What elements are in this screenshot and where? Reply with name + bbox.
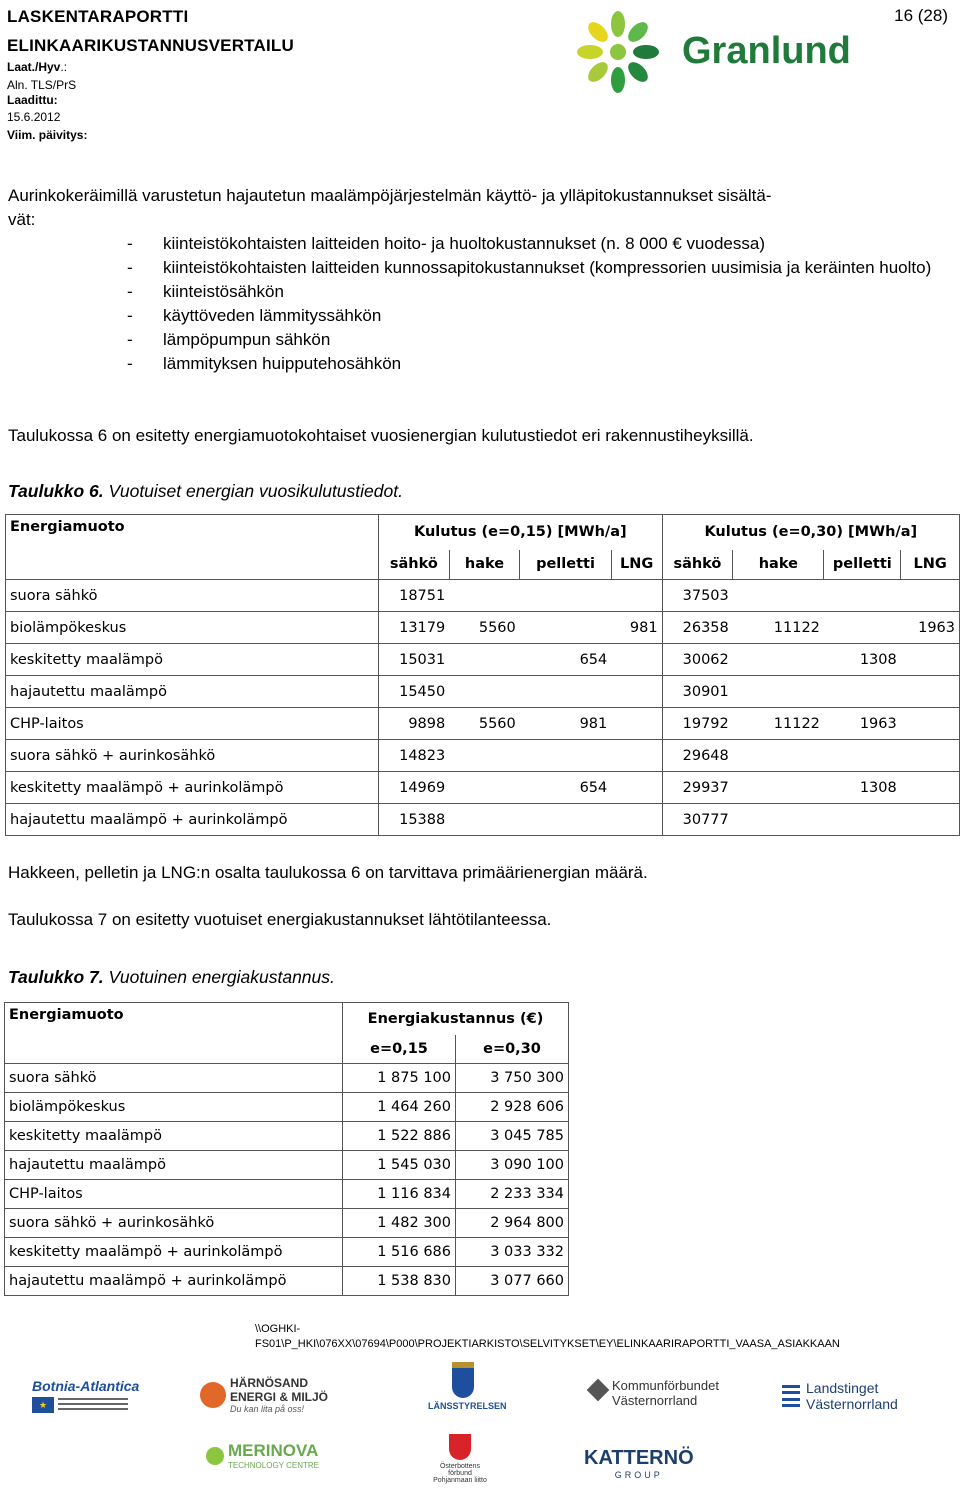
table-cell: 14969 bbox=[379, 772, 450, 804]
diamond-icon bbox=[587, 1379, 610, 1402]
table-row bbox=[5, 1238, 569, 1267]
table-cell: 2 928 606 bbox=[456, 1093, 569, 1122]
table-cell bbox=[901, 580, 960, 612]
botnia-wordmark: Botnia-Atlantica bbox=[32, 1378, 140, 1394]
granlund-flower-icon bbox=[568, 4, 668, 100]
meta-created-date: 15.6.2012 bbox=[7, 110, 61, 124]
table-cell bbox=[449, 580, 520, 612]
table-cell bbox=[901, 708, 960, 740]
table-row bbox=[6, 804, 960, 836]
table-cell bbox=[611, 708, 662, 740]
table-cell bbox=[901, 772, 960, 804]
table-cell: 29937 bbox=[662, 772, 733, 804]
footer-path-line-2: FS01\P_HKI\076XX\07694\P000\PROJEKTIARKISTO\SELVITYKSET\EY\ELINKAARIRAPORTTI_VAASA_ASIAKKAAN bbox=[255, 1338, 840, 1350]
table-row bbox=[6, 612, 960, 644]
kommunforbundet-line-1: Kommunförbundet bbox=[612, 1378, 719, 1393]
table-cell: 1 482 300 bbox=[343, 1209, 456, 1238]
subheader-cell: pelletti bbox=[520, 550, 612, 580]
row-label: biolämpökeskus bbox=[5, 1093, 343, 1122]
table-cell: 1 522 886 bbox=[343, 1122, 456, 1151]
row-label: CHP-laitos bbox=[5, 1180, 343, 1209]
table-cell: 1 116 834 bbox=[343, 1180, 456, 1209]
table-cell: 11122 bbox=[733, 612, 824, 644]
table-cell: 3 090 100 bbox=[456, 1151, 569, 1180]
footer-file-path bbox=[255, 1322, 840, 1352]
table-row bbox=[5, 1122, 569, 1151]
landstinget-line-1: Landstinget bbox=[806, 1380, 879, 1396]
row-label: hajautettu maalämpö + aurinkolämpö bbox=[5, 1267, 343, 1296]
table-cell: 1963 bbox=[824, 708, 901, 740]
table-cell bbox=[824, 804, 901, 836]
row-label: suora sähkö bbox=[5, 1064, 343, 1093]
table-cell: 981 bbox=[520, 708, 612, 740]
table-cell bbox=[824, 612, 901, 644]
meta-author: Aln. TLS/PrS bbox=[7, 78, 77, 92]
table-cell: 9898 bbox=[379, 708, 450, 740]
table-cell: 30777 bbox=[662, 804, 733, 836]
landstinget-line-2: Västernorrland bbox=[806, 1396, 898, 1412]
eu-flag-icon: ★ bbox=[32, 1397, 54, 1413]
row-label: hajautettu maalämpö + aurinkolämpö bbox=[6, 804, 379, 836]
harnosand-slogan: Du kan lita på oss! bbox=[230, 1404, 305, 1414]
merinova-tagline: TECHNOLOGY CENTRE bbox=[228, 1461, 319, 1470]
page-number: 16 (28) bbox=[894, 6, 948, 25]
table-cell bbox=[449, 644, 520, 676]
table-cell bbox=[520, 612, 612, 644]
table-cell: 19792 bbox=[662, 708, 733, 740]
table-cell: 981 bbox=[611, 612, 662, 644]
lansstyrelsen-wordmark: LÄNSSTYRELSEN bbox=[428, 1401, 507, 1411]
table-row bbox=[5, 1064, 569, 1093]
intro-line-2: vät: bbox=[8, 210, 36, 229]
table7-energy-cost bbox=[4, 1002, 569, 1296]
subheader-cell: LNG bbox=[611, 550, 662, 580]
sun-icon bbox=[200, 1382, 226, 1408]
table-cell: 3 033 332 bbox=[456, 1238, 569, 1267]
leaf-icon bbox=[206, 1447, 224, 1465]
harnosand-line-2: ENERGI & MILJÖ bbox=[230, 1390, 329, 1404]
table-cell: 1308 bbox=[824, 644, 901, 676]
table-cell bbox=[520, 676, 612, 708]
subheader-cell: e=0,30 bbox=[456, 1035, 569, 1064]
table-cell bbox=[611, 676, 662, 708]
table-cell: 26358 bbox=[662, 612, 733, 644]
table-cell bbox=[611, 804, 662, 836]
table-cell bbox=[611, 580, 662, 612]
table-cell bbox=[824, 740, 901, 772]
table-cell bbox=[520, 580, 612, 612]
table-cell: 1308 bbox=[824, 772, 901, 804]
table-cell: 2 233 334 bbox=[456, 1180, 569, 1209]
report-subtitle: ELINKAARIKUSTANNUSVERTAILU bbox=[7, 36, 294, 55]
katterno-wordmark: KATTERNÖ bbox=[584, 1447, 694, 1469]
table-cell bbox=[733, 580, 824, 612]
row-label: keskitetty maalämpö + aurinkolämpö bbox=[6, 772, 379, 804]
paragraph-primary-energy: Hakkeen, pelletin ja LNG:n osalta taulukossa 6 on tarvittava primäärienergian määrä. bbox=[8, 863, 648, 882]
stripes-icon bbox=[782, 1385, 800, 1407]
footer-path-line-1: \\OGHKI- bbox=[255, 1323, 301, 1335]
row-label: hajautettu maalämpö bbox=[6, 676, 379, 708]
row-label: suora sähkö + aurinkosähkö bbox=[5, 1209, 343, 1238]
table-row bbox=[6, 772, 960, 804]
table-cell bbox=[733, 676, 824, 708]
table-row bbox=[5, 1093, 569, 1122]
shield-icon bbox=[449, 1434, 471, 1460]
table-cell: 11122 bbox=[733, 708, 824, 740]
table-row bbox=[5, 1267, 569, 1296]
table-cell: 29648 bbox=[662, 740, 733, 772]
row-label: suora sähkö bbox=[6, 580, 379, 612]
table-cell: 1963 bbox=[901, 612, 960, 644]
list-item: - kiinteistökohtaisten laitteiden hoito- ja huoltokustannukset (n. 8 000 € vuodessa) bbox=[127, 232, 937, 256]
table-cell bbox=[449, 676, 520, 708]
table-row bbox=[6, 708, 960, 740]
landstinget-logo bbox=[782, 1380, 898, 1412]
table-row bbox=[5, 1151, 569, 1180]
row-label: suora sähkö + aurinkosähkö bbox=[6, 740, 379, 772]
table-cell: 2 964 800 bbox=[456, 1209, 569, 1238]
group-header-015: Kulutus (e=0,15) [MWh/a] bbox=[379, 515, 663, 550]
table-cell: 654 bbox=[520, 772, 612, 804]
table-cell bbox=[901, 804, 960, 836]
subheader-cell: hake bbox=[449, 550, 520, 580]
table-cell: 1 538 830 bbox=[343, 1267, 456, 1296]
table-cell: 5560 bbox=[449, 612, 520, 644]
granlund-wordmark: Granlund bbox=[682, 30, 851, 72]
table-cell: 13179 bbox=[379, 612, 450, 644]
table-cell: 1 545 030 bbox=[343, 1151, 456, 1180]
botnia-atlantica-logo bbox=[32, 1378, 139, 1413]
table-cell bbox=[611, 644, 662, 676]
table-row bbox=[6, 740, 960, 772]
table-cell: 3 077 660 bbox=[456, 1267, 569, 1296]
subheader-cell: LNG bbox=[901, 550, 960, 580]
table-cell: 14823 bbox=[379, 740, 450, 772]
meta-approver: Laat./Hyv.: bbox=[7, 60, 68, 74]
table-cell bbox=[449, 772, 520, 804]
table-cell: 1 875 100 bbox=[343, 1064, 456, 1093]
row-label: keskitetty maalämpö bbox=[5, 1122, 343, 1151]
osterbottens-forbund-logo bbox=[428, 1434, 492, 1484]
list-item: - lämmityksen huipputehosähkön bbox=[127, 352, 937, 376]
table-cell bbox=[901, 740, 960, 772]
table-cell: 5560 bbox=[449, 708, 520, 740]
row-label: CHP-laitos bbox=[6, 708, 379, 740]
paragraph-table6-intro: Taulukossa 6 on esitetty energiamuotokohtaiset vuosienergian kulutustiedot eri rakennustiheyksillä. bbox=[8, 426, 754, 445]
table-cell: 37503 bbox=[662, 580, 733, 612]
osterbotten-line-2: Pohjanmaan liitto bbox=[433, 1477, 487, 1484]
group-header-030: Kulutus (e=0,30) [MWh/a] bbox=[662, 515, 959, 550]
table-cell bbox=[733, 740, 824, 772]
row-label: keskitetty maalämpö bbox=[6, 644, 379, 676]
subheader-cell: sähkö bbox=[662, 550, 733, 580]
subheader-cell: pelletti bbox=[824, 550, 901, 580]
group-header-cost: Energiakustannus (€) bbox=[343, 1003, 569, 1035]
harnosand-energi-logo bbox=[200, 1376, 328, 1414]
table-cell: 30062 bbox=[662, 644, 733, 676]
table-cell bbox=[824, 676, 901, 708]
list-item: - kiinteistökohtaisten laitteiden kunnossapitokustannukset (kompressorien uusimisia ja keräinten huolto) bbox=[127, 256, 937, 280]
table7-caption: Taulukko 7. Vuotuinen energiakustannus. bbox=[8, 967, 335, 987]
table-cell: 15450 bbox=[379, 676, 450, 708]
table-cell bbox=[733, 772, 824, 804]
table-row bbox=[5, 1180, 569, 1209]
lansstyrelsen-logo bbox=[428, 1362, 507, 1411]
table6-energy-consumption bbox=[5, 514, 960, 836]
table-cell: 654 bbox=[520, 644, 612, 676]
table-cell bbox=[611, 772, 662, 804]
subheader-cell: sähkö bbox=[379, 550, 450, 580]
list-item: - kiinteistösähkön bbox=[127, 280, 937, 304]
table-cell bbox=[449, 740, 520, 772]
table-cell bbox=[824, 580, 901, 612]
row-label: hajautettu maalämpö bbox=[5, 1151, 343, 1180]
table-cell bbox=[449, 804, 520, 836]
table-row bbox=[6, 676, 960, 708]
column-header-energy-form: Energiamuoto bbox=[6, 515, 379, 580]
table-cell bbox=[520, 804, 612, 836]
kommunforbundet-logo bbox=[590, 1378, 719, 1408]
column-header-energy-form: Energiamuoto bbox=[5, 1003, 343, 1064]
coat-of-arms-icon bbox=[452, 1362, 474, 1398]
paragraph-table7-intro: Taulukossa 7 on esitetty vuotuiset energiakustannukset lähtötilanteessa. bbox=[8, 910, 552, 929]
meta-created-label: Laadittu: bbox=[7, 93, 58, 107]
intro-line-1: Aurinkokeräimillä varustetun hajautetun maalämpöjärjestelmän käyttö- ja ylläpitokustannukset sisältä- bbox=[8, 186, 772, 205]
katterno-group-label: GROUP bbox=[614, 1470, 663, 1480]
table-cell bbox=[611, 740, 662, 772]
list-item: - käyttöveden lämmityssähkön bbox=[127, 304, 937, 328]
table-cell: 3 045 785 bbox=[456, 1122, 569, 1151]
cost-items-list bbox=[127, 232, 937, 376]
table-cell bbox=[733, 804, 824, 836]
table-cell: 1 516 686 bbox=[343, 1238, 456, 1267]
table-cell bbox=[901, 676, 960, 708]
merinova-wordmark: MERINOVA bbox=[228, 1441, 319, 1460]
table-cell: 18751 bbox=[379, 580, 450, 612]
table-cell bbox=[733, 644, 824, 676]
kommunforbundet-line-2: Västernorrland bbox=[612, 1393, 698, 1408]
katterno-logo bbox=[584, 1447, 694, 1480]
subheader-cell: hake bbox=[733, 550, 824, 580]
table-cell: 15031 bbox=[379, 644, 450, 676]
table-row bbox=[6, 580, 960, 612]
list-item: - lämpöpumpun sähkön bbox=[127, 328, 937, 352]
table-cell: 30901 bbox=[662, 676, 733, 708]
granlund-logo bbox=[568, 4, 668, 105]
osterbotten-line-1: Österbottens förbund bbox=[439, 1463, 481, 1477]
table-cell bbox=[901, 644, 960, 676]
harnosand-line-1: HÄRNÖSAND bbox=[230, 1376, 308, 1390]
row-label: biolämpökeskus bbox=[6, 612, 379, 644]
table-cell: 3 750 300 bbox=[456, 1064, 569, 1093]
table-cell: 15388 bbox=[379, 804, 450, 836]
intro-paragraph bbox=[8, 184, 772, 232]
table6-caption: Taulukko 6. Vuotuiset energian vuosikulutustiedot. bbox=[8, 481, 403, 501]
merinova-logo bbox=[206, 1441, 319, 1470]
table-row bbox=[5, 1209, 569, 1238]
table-row bbox=[6, 644, 960, 676]
meta-updated-label: Viim. päivitys: bbox=[7, 128, 88, 142]
report-title: LASKENTARAPORTTI bbox=[7, 7, 189, 26]
table-cell bbox=[520, 740, 612, 772]
table-cell: 1 464 260 bbox=[343, 1093, 456, 1122]
subheader-cell: e=0,15 bbox=[343, 1035, 456, 1064]
row-label: keskitetty maalämpö + aurinkolämpö bbox=[5, 1238, 343, 1267]
